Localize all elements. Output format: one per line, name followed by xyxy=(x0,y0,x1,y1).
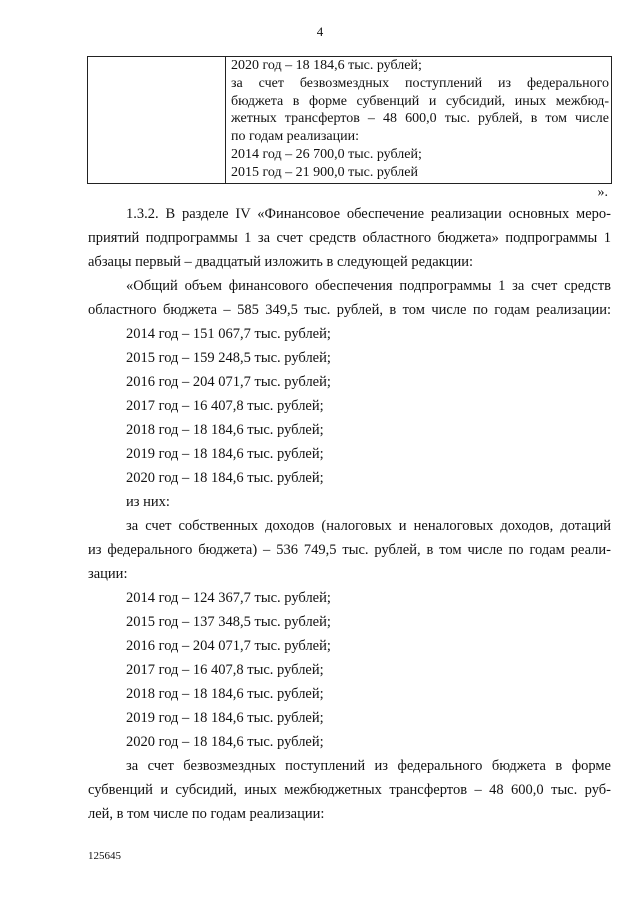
paragraph-line: 2016 год – 204 071,7 тыс. рублей; xyxy=(126,638,331,654)
paragraph-line: 2016 год – 204 071,7 тыс. рублей; xyxy=(126,374,331,390)
budget-table xyxy=(87,56,612,184)
paragraph-line: абзацы первый – двадцатый изложить в следующей редакции: xyxy=(88,254,473,270)
paragraph-line: из федерального бюджета) – 536 749,5 тыс. рублей, в том числе по годам реали- xyxy=(88,542,611,558)
paragraph-line: 2019 год – 18 184,6 тыс. рублей; xyxy=(126,446,324,462)
table-line: бюджета в форме субвенций и субсидий, иных межбюд- xyxy=(231,93,609,109)
paragraph-line: за счет безвозмездных поступлений из федерального бюджета в форме xyxy=(126,758,611,774)
page-number: 4 xyxy=(316,24,324,39)
paragraph-line: приятий подпрограммы 1 за счет средств областного бюджета» подпрограммы 1 xyxy=(88,230,611,246)
paragraph-line: из них: xyxy=(126,494,170,510)
paragraph-line: 2018 год – 18 184,6 тыс. рублей; xyxy=(126,422,324,438)
table-line: за счет безвозмездных поступлений из федерального xyxy=(231,75,609,91)
table-line: жетных трансфертов – 48 600,0 тыс. рублей, в том числе xyxy=(231,111,609,127)
paragraph-line: лей, в том числе по годам реализации: xyxy=(88,806,325,822)
paragraph-line: 2015 год – 137 348,5 тыс. рублей; xyxy=(126,614,331,630)
table-text-cell xyxy=(231,57,609,182)
paragraph-line: 2020 год – 18 184,6 тыс. рублей; xyxy=(126,470,324,486)
paragraph-line: зации: xyxy=(88,566,128,582)
table-line: 2020 год – 18 184,6 тыс. рублей; xyxy=(231,58,422,73)
paragraph-line: 2019 год – 18 184,6 тыс. рублей; xyxy=(126,710,324,726)
closing-quote: ». xyxy=(597,185,608,200)
paragraph-line: 2018 год – 18 184,6 тыс. рублей; xyxy=(126,686,324,702)
paragraph-line: субвенций и субсидий, иных межбюджетных трансфертов – 48 600,0 тыс. руб- xyxy=(88,782,611,798)
paragraph-line: 2015 год – 159 248,5 тыс. рублей; xyxy=(126,350,331,366)
paragraph-line: 2014 год – 124 367,7 тыс. рублей; xyxy=(126,590,331,606)
paragraph-line: за счет собственных доходов (налоговых и неналоговых доходов, дотаций xyxy=(126,518,611,534)
paragraph-line: 2014 год – 151 067,7 тыс. рублей; xyxy=(126,326,331,342)
paragraph-line: 2017 год – 16 407,8 тыс. рублей; xyxy=(126,398,324,414)
table-empty-cell xyxy=(88,57,226,183)
paragraph-line: 1.3.2. В разделе IV «Финансовое обеспечение реализации основных меро- xyxy=(126,206,611,222)
paragraph-line: 2020 год – 18 184,6 тыс. рублей; xyxy=(126,734,324,750)
table-line: по годам реализации: xyxy=(231,129,359,145)
paragraph-line: 2017 год – 16 407,8 тыс. рублей; xyxy=(126,662,324,678)
table-line: 2015 год – 21 900,0 тыс. рублей xyxy=(231,164,418,180)
table-line: 2014 год – 26 700,0 тыс. рублей; xyxy=(231,146,422,162)
paragraph-line: областного бюджета – 585 349,5 тыс. рублей, в том числе по годам реализации: xyxy=(88,302,611,318)
paragraph-line: «Общий объем финансового обеспечения подпрограммы 1 за счет средств xyxy=(126,278,611,294)
document-code: 125645 xyxy=(88,850,121,862)
